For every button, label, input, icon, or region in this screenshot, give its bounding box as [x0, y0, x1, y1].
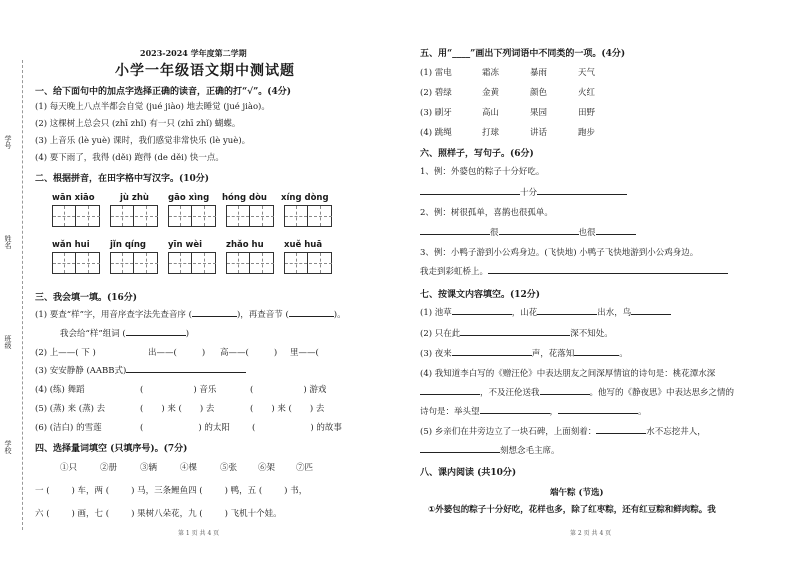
word: 高山 — [482, 108, 500, 118]
pinyin-label: xuě huā — [284, 240, 323, 250]
answer-blank[interactable] — [452, 314, 512, 315]
text: 也很 — [578, 228, 596, 238]
text: ) 游戏 — [303, 385, 327, 395]
answer-blank[interactable] — [420, 452, 500, 453]
s5-row-1 — [420, 66, 595, 78]
s3-item-6b — [140, 421, 230, 433]
pinyin-label: jǐn qíng — [110, 240, 146, 250]
text: ( — [252, 423, 256, 433]
s3-item-2b — [148, 346, 205, 358]
text: ) 马，三条鲤鱼四 ( — [131, 486, 203, 496]
writing-grid[interactable] — [110, 205, 158, 227]
answer-blank[interactable] — [596, 433, 646, 434]
text: (5) 乡亲们在井旁边立了一块石碑，上面刻着： — [420, 427, 597, 437]
s3-item-6 — [35, 421, 102, 433]
s7-item-4c — [420, 405, 647, 417]
section-3-heading: 三、我会填一填。(16分) — [35, 293, 138, 303]
sidebar-label-class: 班级 — [4, 335, 12, 349]
pinyin-label: zhǎo hu — [226, 240, 264, 250]
text: ) 音乐 — [193, 385, 217, 395]
text: 诗句是：举头望 — [420, 407, 480, 417]
text: 深不知处。 — [570, 329, 613, 339]
page-number: 第 2 页 共 4 页 — [570, 530, 612, 537]
s3-item-6c — [252, 421, 342, 433]
s3-item-5c — [250, 402, 324, 414]
measure-word-option: ⑦匹 — [296, 463, 314, 473]
text: ) 去 — [199, 404, 215, 414]
sidebar-label-student-id: 学号 — [4, 135, 12, 149]
writing-grid[interactable] — [110, 252, 158, 274]
text: ) — [201, 348, 206, 358]
text: 我会给“样”组词 ( — [60, 329, 126, 339]
s5-row-3 — [420, 106, 595, 118]
right-page — [400, 0, 794, 561]
reading-title: 端午粽 (节选) — [550, 488, 604, 498]
measure-word-option: ②册 — [100, 463, 118, 473]
answer-blank[interactable] — [537, 314, 597, 315]
text: (1) 要查“样”字，用音序查字法先查音序 ( — [35, 310, 192, 320]
answer-blank[interactable] — [452, 355, 532, 356]
text: ) 飞机十个娃。 — [224, 509, 282, 519]
s3-item-2 — [35, 346, 96, 358]
text: (2) 只在此 — [420, 329, 461, 339]
answer-blank[interactable] — [558, 413, 638, 414]
text: (6) (洁白) 的雪莲 — [35, 423, 102, 433]
answer-blank[interactable] — [192, 316, 237, 317]
text: ) 画，七 ( — [71, 509, 110, 519]
text: 刻想念毛主席。 — [500, 446, 560, 456]
word: 霜冻 — [482, 68, 500, 78]
text: )。 — [333, 310, 346, 320]
word: 暴雨 — [530, 68, 548, 78]
answer-blank[interactable] — [126, 372, 246, 373]
s3-item-5 — [35, 402, 105, 414]
text: (4) (练) 舞蹈 — [35, 385, 85, 395]
s7-item-5a — [420, 425, 706, 437]
s4-line-2 — [35, 507, 282, 519]
text: 。他写的《静夜思》中表达思乡之情的 — [589, 388, 735, 398]
answer-blank[interactable] — [480, 413, 550, 414]
s6-answer-3 — [420, 265, 728, 277]
text: (2) 上——( 下 ) — [35, 348, 96, 358]
page-number: 第 1 页 共 4 页 — [178, 530, 220, 537]
answer-blank[interactable] — [574, 355, 619, 356]
s3-item-4c — [250, 383, 326, 395]
text: (1) 池草 — [420, 308, 452, 318]
word: 跑步 — [578, 128, 596, 138]
s3-item-2c — [220, 346, 277, 358]
word: 打球 — [482, 128, 500, 138]
measure-word-option: ④棵 — [180, 463, 198, 473]
pinyin-label: yīn wèi — [168, 240, 202, 250]
s3-item-5b — [140, 402, 214, 414]
text: 水不忘挖井人， — [646, 427, 706, 437]
answer-blank[interactable] — [289, 316, 334, 317]
text: 里——( — [290, 348, 319, 358]
word: 讲话 — [530, 128, 548, 138]
text: ) 的故事 — [310, 423, 342, 433]
text: ( — [140, 385, 144, 395]
s3-item-1 — [35, 308, 346, 320]
s7-item-4b — [420, 386, 734, 398]
text: ) 果树八朵花，九 ( — [131, 509, 203, 519]
s1-item-1: (1) 每天晚上八点半都会自觉 (jué jiào) 地去睡觉 (jué jiào)。 — [35, 102, 270, 112]
sidebar-label-school: 学校 — [4, 440, 12, 454]
section-4-heading: 四、选择量词填空 (只填序号)。(7分) — [35, 444, 188, 454]
s7-item-4a: (4) 我知道李白写的《赠汪伦》中表达朋友之间深厚情谊的诗句是：桃花潭水深 — [420, 369, 716, 379]
s1-item-2: (2) 这棵树上总会只 (zhī zhǐ) 有一只 (zhī zhǐ) 蝴蝶。 — [35, 119, 241, 129]
text: ) 车，两 ( — [71, 486, 110, 496]
text: ) — [273, 348, 278, 358]
text: ，不及汪伦送我 — [480, 388, 540, 398]
s3-item-1b — [60, 327, 189, 339]
text: ) 鸭，五 ( — [224, 486, 263, 496]
pinyin-label: wǎn hui — [52, 240, 90, 250]
s5-row-4 — [420, 126, 595, 138]
answer-blank[interactable] — [420, 234, 490, 235]
writing-grid[interactable] — [284, 252, 332, 274]
word: (3) 刷牙 — [420, 108, 452, 118]
sidebar-label-name: 姓名 — [4, 235, 12, 249]
text: 六 ( — [35, 509, 50, 519]
pinyin-label: xíng dòng — [281, 193, 329, 203]
text: ) 来 ( — [271, 404, 292, 414]
word: 果园 — [530, 108, 548, 118]
word: 田野 — [578, 108, 596, 118]
writing-grid[interactable] — [226, 205, 274, 227]
text: ) 去 — [309, 404, 325, 414]
section-5-heading: 五、用“____”画出下列词语中不同类的一项。(4分) — [420, 49, 626, 59]
pinyin-label: gāo xìng — [168, 193, 210, 203]
s7-item-5b — [420, 444, 560, 456]
text: (3) 安安静静 (AABB式) — [35, 366, 127, 376]
text: ( — [250, 404, 254, 414]
s4-line-1 — [35, 484, 307, 496]
text: 很 — [490, 228, 499, 238]
text: (3) 夜来 — [420, 349, 452, 359]
s6-answer-2 — [420, 226, 636, 238]
answer-blank[interactable] — [126, 335, 186, 336]
s6-example-1: 1、例：外婆包的粽子十分好吃。 — [420, 167, 545, 177]
text: 。 — [638, 407, 647, 417]
word: 天气 — [578, 68, 596, 78]
writing-grid[interactable] — [284, 205, 332, 227]
section-7-heading: 七、按课文内容填空。(12分) — [420, 290, 541, 300]
writing-grid[interactable] — [226, 252, 274, 274]
pinyin-label: wān xiāo — [52, 193, 95, 203]
s3-item-4 — [35, 383, 85, 395]
text: 出——( — [148, 348, 177, 358]
reading-passage: ①外婆包的粽子十分好吃，花样也多，除了红枣粽，还有红豆粽和鲜肉粽。我 — [428, 505, 716, 515]
s7-item-3 — [420, 347, 628, 359]
writing-grid[interactable] — [168, 205, 216, 227]
answer-blank[interactable] — [631, 314, 671, 315]
text: 高——( — [220, 348, 249, 358]
s1-item-4: (4) 要下雨了，我得 (děi) 跑得 (de děi) 快一点。 — [35, 153, 224, 163]
text: (5) (蒸) 来 (蒸) 去 — [35, 404, 106, 414]
s7-item-2 — [420, 327, 613, 339]
text: ) 书， — [284, 486, 308, 496]
measure-word-option: ⑤张 — [220, 463, 238, 473]
s6-answer-1 — [420, 186, 627, 198]
measure-word-option: ⑥架 — [258, 463, 276, 473]
word: (1) 雷电 — [420, 68, 452, 78]
s3-item-2d — [290, 346, 319, 358]
text: ( — [140, 404, 144, 414]
section-2-heading: 二、根据拼音，在田字格中写汉字。(10分) — [35, 174, 210, 184]
text: ， — [549, 407, 559, 417]
text: ) 来 ( — [161, 404, 182, 414]
s6-example-2: 2、例：树很孤单，喜鹊也很孤单。 — [420, 208, 553, 218]
text: ，山花 — [511, 308, 538, 318]
s1-item-3: (3) 上音乐 (lè yuè) 课时，我们感觉非常快乐 (lè yuè)。 — [35, 136, 251, 146]
binding-line — [22, 60, 23, 530]
answer-blank[interactable] — [596, 234, 636, 235]
text: 十分 — [520, 188, 538, 198]
pinyin-label: hóng dòu — [222, 193, 267, 203]
word: 颜色 — [530, 88, 548, 98]
writing-grid[interactable] — [52, 252, 100, 274]
word: 金黄 — [482, 88, 500, 98]
section-1-heading: 一、给下面句中的加点字选择正确的读音，正确的打“√”。(4分) — [35, 87, 292, 97]
text: ) 的太阳 — [198, 423, 230, 433]
answer-blank[interactable] — [460, 335, 570, 336]
text: ) — [185, 329, 190, 339]
word: (2) 碧绿 — [420, 88, 452, 98]
s5-row-2 — [420, 86, 595, 98]
measure-word-option: ③辆 — [140, 463, 158, 473]
answer-blank[interactable] — [488, 273, 728, 274]
text: ( — [140, 423, 144, 433]
text: 出水，鸟 — [597, 308, 632, 318]
writing-grid[interactable] — [168, 252, 216, 274]
answer-blank[interactable] — [420, 394, 480, 395]
answer-blank[interactable] — [540, 394, 590, 395]
text: ( — [250, 385, 254, 395]
writing-grid[interactable] — [52, 205, 100, 227]
text: 声，花落知 — [531, 349, 575, 359]
s6-example-3: 3、例：小鸭子游到小公鸡身边。(飞快地) 小鸭子飞快地游到小公鸡身边。 — [420, 248, 699, 258]
text: )，再查音节 ( — [236, 310, 289, 320]
answer-blank[interactable] — [420, 194, 520, 195]
section-6-heading: 六、照样子，写句子。(6分) — [420, 149, 534, 159]
page-title: 小学一年级语文期中测试题 — [115, 63, 295, 79]
s7-item-1 — [420, 306, 671, 318]
section-8-heading: 八、课内阅读 (共10分) — [420, 468, 517, 478]
answer-blank[interactable] — [537, 194, 627, 195]
text: 。 — [619, 349, 628, 359]
text: 一 ( — [35, 486, 50, 496]
answer-blank[interactable] — [499, 234, 579, 235]
pinyin-label: jù zhù — [120, 193, 149, 203]
school-year: 2023-2024 学年度第二学期 — [140, 48, 247, 58]
s3-item-4b — [140, 383, 216, 395]
word: 火红 — [578, 88, 596, 98]
text: 我走到彩虹桥上。 — [420, 267, 489, 277]
s3-item-3 — [35, 364, 246, 376]
measure-word-option: ①只 — [60, 463, 78, 473]
word: (4) 跳绳 — [420, 128, 452, 138]
